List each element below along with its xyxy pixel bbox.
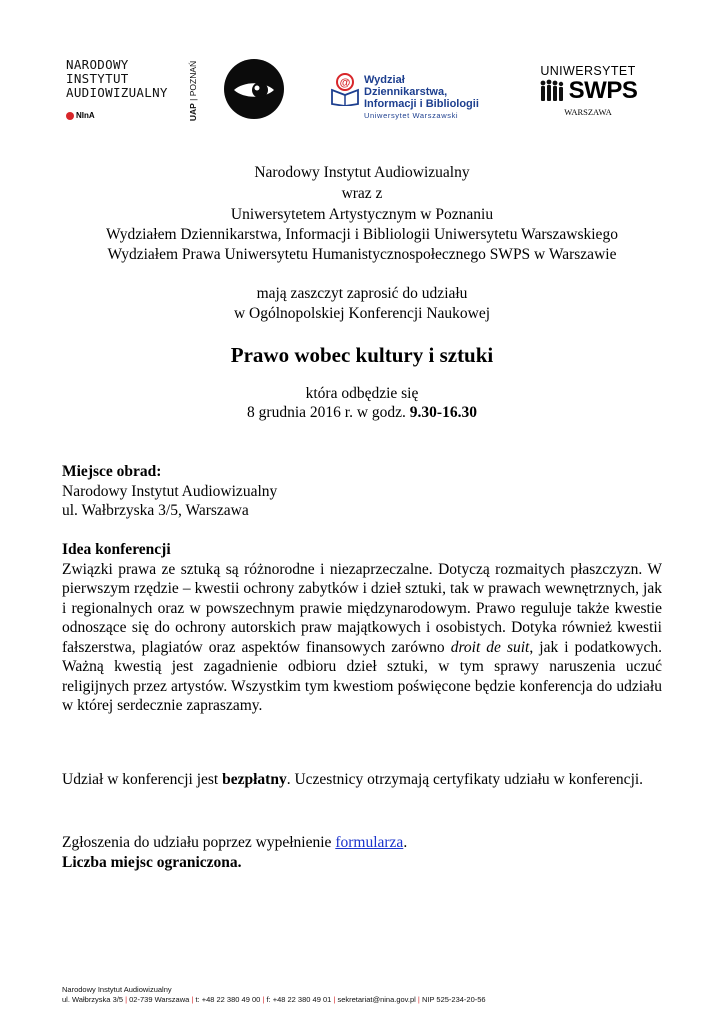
partner-3: Wydziałem Prawa Uniwersytetu Humanistycznospołecznego SWPS w Warszawie [107,246,617,263]
invite-line-1: mają zaszczyt zaprosić do udziału [256,285,468,302]
partner-2: Wydziałem Dziennikarstwa, Informacji i Bibliologii Uniwersytetu Warszawskiego [106,226,618,243]
svg-text:@: @ [339,77,351,89]
participation-paragraph: Udział w konferencji jest bezpłatny. Uczestnicy otrzymają certyfikaty udziału w konferencji. [62,771,644,788]
uap-vertical-text: UAP | POZNAŃ [188,60,198,122]
venue-line-2: ul. Wałbrzyska 3/5, Warszawa [62,502,249,519]
footer [62,985,486,1005]
nina-logo [66,58,181,126]
date-intro: która odbędzie się [305,385,419,402]
nina-dot-icon [66,112,74,120]
uap-logo [186,55,266,127]
wdib-logo [330,72,482,120]
invite-line-2: w Ogólnopolskiej Konferencji Naukowej [233,305,491,322]
venue-section [62,462,662,521]
nina-logo-text: NARODOWY INSTYTUT AUDIOWIZUALNY [66,57,168,100]
idea-paragraph: Związki prawa ze sztuką są różnorodne i niezaprzeczalne. Dotyczą rozmaitych płaszczyzn. W pierwszym rzędzie – kwestii ochrony zabytków i dzieł sztuki, tak w prawach wewnętrznych, jak i regionalnych oraz w powszechnym prawie międzynarodowym. Prawo reguluje także kwestie odnoszące się do ochrony autorskich praw majątkowych i osobistych. Dotyka również kwestii fałszerstwa, plagiatów oraz aspektów finansowych zarówno droit de suit, jak i podatkowych. Ważną kwestią jest zagadnienie odbioru dzieł sztuki, w tym sprawy naruszenia uczuć religijnych przez artystów. Wszystkim tym kwestiom poświęcone będzie konferencja do udziału w której serdecznie zapraszamy. [62,560,662,714]
conference-title: Prawo wobec kultury i sztuki [230,343,494,367]
venue-heading: Miejsce obrad: [62,463,162,480]
footer-email: sekretariat@nina.gov.pl [337,995,416,1004]
venue-line-1: Narodowy Instytut Audiowizualny [62,482,278,500]
footer-org: Narodowy Instytut Audiowizualny [62,985,172,994]
registration-line: Zgłoszenia do udziału poprzez wypełnienie formularza. [62,834,408,851]
free-label: bezpłatny [222,771,287,788]
nina-logo-sub: NInA [66,111,95,120]
idea-italic-term: droit de suit [450,638,530,656]
registration-section [62,833,662,872]
date-line: 8 grudnia 2016 r. w godz. 9.30-16.30 [247,404,477,421]
idea-section [62,540,662,716]
partner-1: Uniwersytetem Artystycznym w Poznaniu [230,206,494,223]
footer-contact: ul. Wałbrzyska 3/5 | 02-739 Warszawa | t: +48 22 380 49 00 | f: +48 22 380 49 01 | sekretariat@nina.gov.pl | NIP 525-234-20-56 [62,995,486,1004]
time-range: 9.30-16.30 [409,404,477,421]
limited-seats: Liczba miejsc ograniczona. [62,853,242,871]
idea-heading: Idea konferencji [62,541,171,558]
registration-form-link[interactable]: formularza [335,834,404,851]
with-text: wraz z [341,185,383,202]
uap-eye-icon [222,57,286,121]
swps-people-icon [539,79,565,103]
swps-logo: UNIWERSYTET SWPS WARSZAWA [540,64,638,117]
organizer-name: Narodowy Instytut Audiowizualny [254,164,470,181]
wdib-book-icon [330,72,360,106]
wdib-logo-text: Wydział Dziennikarstwa, Informacji i Bibliologii Uniwersytet Warszawski [364,74,479,120]
